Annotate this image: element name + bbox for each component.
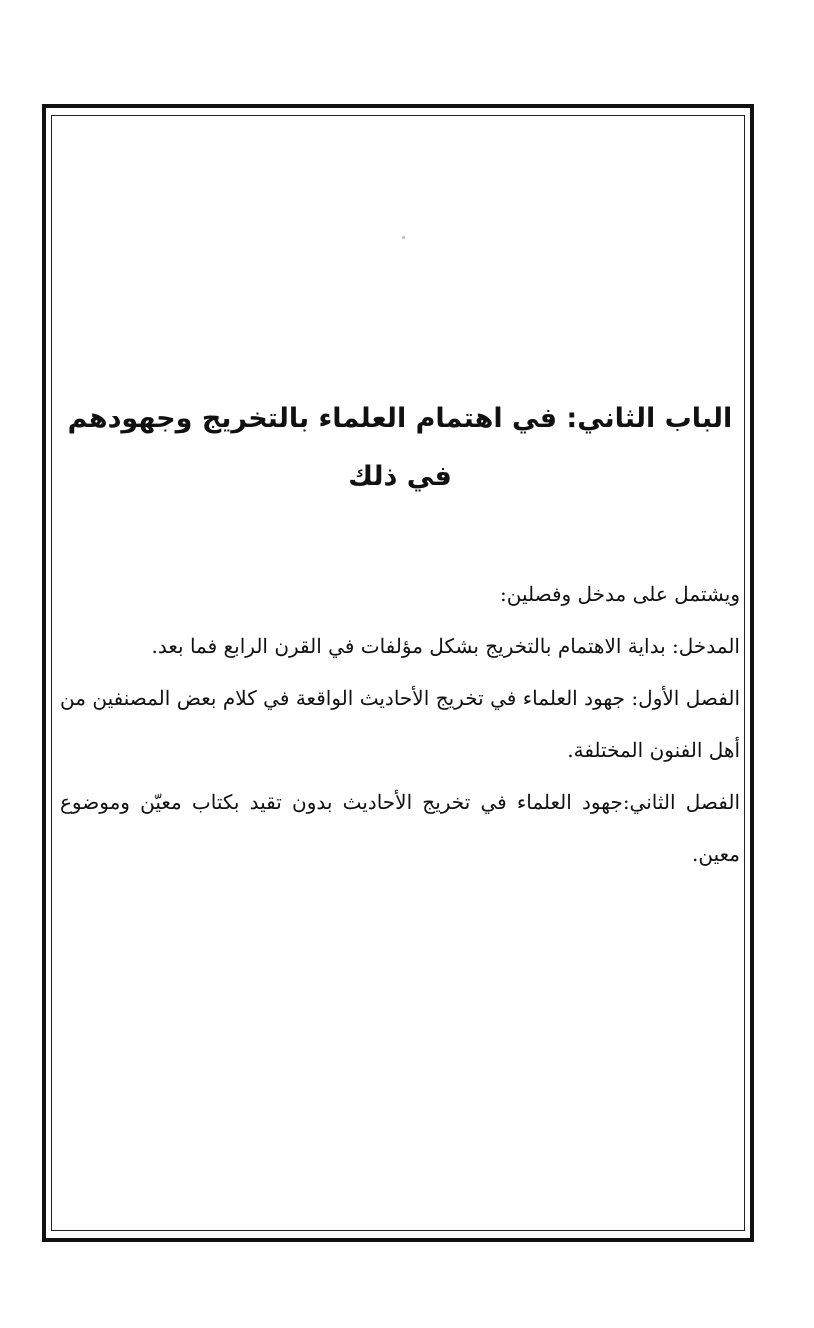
scan-speck <box>402 236 405 239</box>
contents-item-chapter-one: الفصل الأول: جهود العلماء في تخريج الأحاديث الواقعة في كلام بعض المصنفين من أهل الفنون المختلفة. <box>60 686 740 762</box>
contents-item-chapter-two: الفصل الثاني:جهود العلماء في تخريج الأحاديث بدون تقيد بكتاب معيّن وموضوع معين. <box>60 790 740 866</box>
contents-item-introduction: المدخل: بداية الاهتمام بالتخريج بشكل مؤلفات في القرن الرابع فما بعد. <box>151 634 740 658</box>
contents-intro: ويشتمل على مدخل وفصلين: <box>499 582 740 606</box>
chapter-title: الباب الثاني: في اهتمام العلماء بالتخريج وجهودهم في ذلك <box>67 403 733 492</box>
page-content <box>60 390 740 880</box>
